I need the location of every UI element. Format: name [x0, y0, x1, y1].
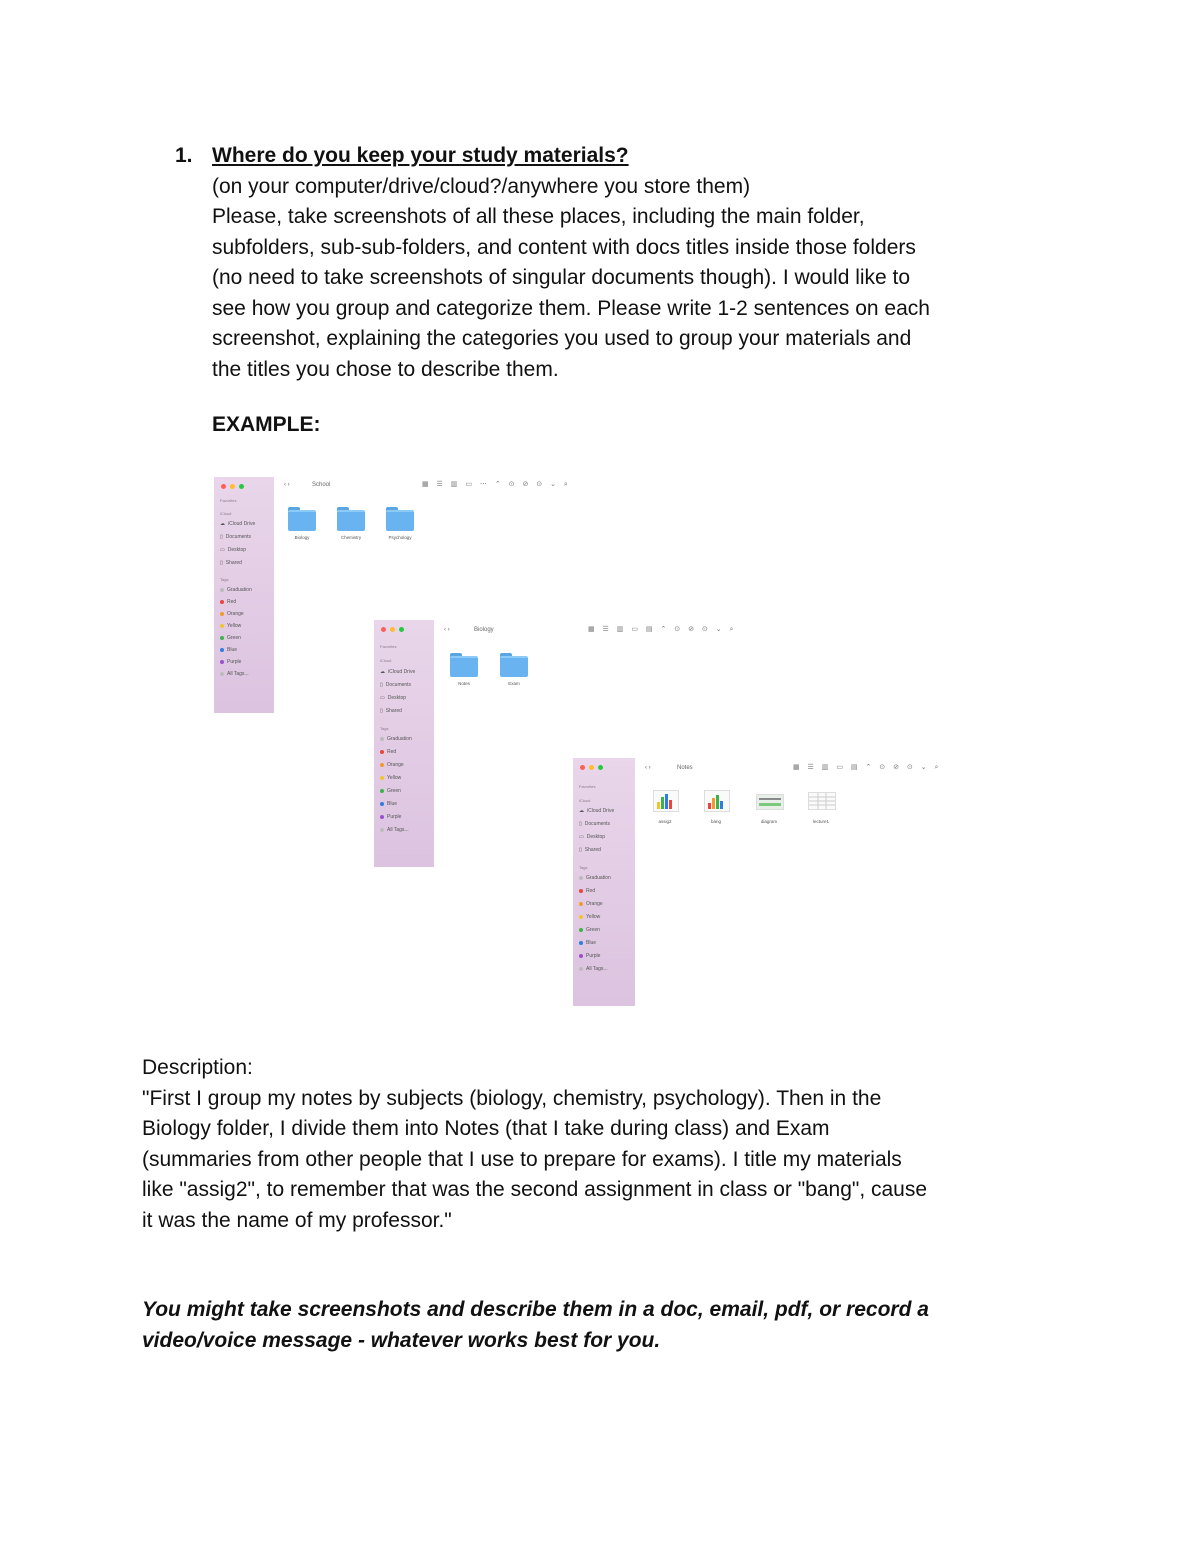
nav-arrows-icon[interactable]: ‹ › — [444, 627, 450, 633]
shared-folder-icon: ▯ — [380, 708, 383, 714]
tag-color-icon — [579, 876, 583, 880]
closing-line: video/voice message - whatever works best for you. — [142, 1328, 661, 1352]
file-label: bang — [710, 819, 721, 824]
view-options-icons[interactable]: ▦ ☰ ▥ ▭ ▤ ⌃ ⊙ ⊘ ⊙ ⌄ ⌕ — [588, 626, 737, 633]
question-line: see how you group and categorize them. Please write 1-2 sentences on each — [212, 296, 930, 320]
sidebar-tag[interactable]: All Tags... — [380, 827, 409, 833]
sidebar-tag[interactable]: Orange — [380, 762, 404, 768]
sidebar-icloud-heading: iCloud — [220, 511, 232, 516]
sidebar-icloud-heading: iCloud — [380, 658, 392, 663]
tag-color-icon — [220, 648, 224, 652]
sidebar-item-shared[interactable]: ▯ Shared — [380, 708, 402, 714]
tag-color-icon — [220, 612, 224, 616]
minimize-window-icon[interactable] — [390, 627, 395, 632]
sidebar-item-desktop[interactable]: ▭ Desktop — [579, 834, 606, 840]
sidebar-item-icloud-drive[interactable]: ☁ iCloud Drive — [579, 808, 615, 814]
sidebar-tag[interactable]: Yellow — [380, 775, 401, 781]
sidebar-tag[interactable]: Graduation — [380, 736, 412, 742]
desktop-icon: ▭ — [579, 834, 584, 840]
sidebar-item-shared[interactable]: ▯ Shared — [220, 560, 242, 566]
zoom-window-icon[interactable] — [239, 484, 244, 489]
question-line: Please, take screenshots of all these places, including the main folder, — [212, 205, 865, 228]
desktop-icon: ▭ — [220, 547, 225, 553]
cloud-icon: ☁ — [380, 669, 385, 675]
tag-color-icon — [579, 967, 583, 971]
sidebar-item-desktop[interactable]: ▭ Desktop — [380, 695, 407, 701]
finder-sidebar — [214, 477, 274, 713]
tag-color-icon — [579, 954, 583, 958]
tag-color-icon — [380, 763, 384, 767]
tag-color-icon — [579, 941, 583, 945]
folder-label: Chemistry — [340, 535, 362, 540]
folder-icon[interactable] — [288, 507, 316, 529]
tag-color-icon — [380, 789, 384, 793]
sidebar-tag[interactable]: Blue — [220, 647, 237, 653]
sidebar-tag[interactable]: Green — [579, 927, 600, 933]
tag-color-icon — [220, 636, 224, 640]
sidebar-tag[interactable]: Purple — [220, 659, 241, 665]
folder-label: Exam — [508, 681, 520, 686]
sidebar-tags-heading: Tags — [579, 865, 588, 870]
desktop-icon: ▭ — [380, 695, 385, 701]
sidebar-tag[interactable]: Blue — [380, 801, 397, 807]
nav-arrows-icon[interactable]: ‹ › — [284, 482, 290, 488]
closing-line: You might take screenshots and describe them in a doc, email, pdf, or record a — [142, 1298, 929, 1321]
sidebar-tag[interactable]: Orange — [579, 901, 603, 907]
close-window-icon[interactable] — [381, 627, 386, 632]
traffic-lights — [381, 627, 404, 632]
sidebar-tags-heading: Tags — [220, 577, 229, 582]
folder-icon[interactable] — [450, 653, 478, 675]
minimize-window-icon[interactable] — [589, 765, 594, 770]
question-body — [212, 141, 1052, 385]
sidebar-favorites-heading: Favorites — [380, 644, 397, 649]
sidebar-tag[interactable]: Graduation — [220, 587, 252, 593]
tag-color-icon — [220, 600, 224, 604]
sidebar-tag[interactable]: Yellow — [220, 623, 241, 629]
zoom-window-icon[interactable] — [399, 627, 404, 632]
sidebar-item-shared[interactable]: ▯ Shared — [579, 847, 601, 853]
tag-color-icon — [380, 815, 384, 819]
sidebar-favorites-heading: Favorites — [220, 498, 237, 503]
sidebar-item-icloud-drive[interactable]: ☁ iCloud Drive — [380, 669, 416, 675]
nav-arrows-icon[interactable]: ‹ › — [645, 765, 651, 771]
sidebar-tag[interactable]: Purple — [579, 953, 600, 959]
file-label: lecture1 — [812, 819, 829, 824]
example-label: EXAMPLE: — [212, 413, 321, 436]
chart-document-icon[interactable] — [653, 790, 679, 812]
cloud-icon: ☁ — [579, 808, 584, 814]
spreadsheet-document-icon[interactable] — [808, 792, 836, 810]
sidebar-item-desktop[interactable]: ▭ Desktop — [220, 547, 247, 553]
view-options-icons[interactable]: ▦ ☰ ▥ ▭ ▤ ⌃ ⊙ ⊘ ⊙ ⌄ ⌕ — [793, 764, 942, 771]
sidebar-tag[interactable]: Red — [579, 888, 595, 894]
close-window-icon[interactable] — [221, 484, 226, 489]
folder-label: Notes — [458, 681, 470, 686]
folder-icon[interactable] — [500, 653, 528, 675]
question-line: subfolders, sub-sub-folders, and content with docs titles inside those folders — [212, 235, 916, 259]
sidebar-tag[interactable]: Red — [380, 749, 396, 755]
file-label: assig2 — [658, 819, 672, 824]
folder-label: Psychology — [388, 535, 412, 540]
description-line: like "assig2", to remember that was the second assignment in class or "bang", cause — [142, 1178, 928, 1201]
tag-color-icon — [579, 915, 583, 919]
shared-folder-icon: ▯ — [220, 560, 223, 566]
sidebar-tag[interactable]: Red — [220, 599, 236, 605]
closing-note — [142, 1295, 1062, 1356]
tag-color-icon — [579, 928, 583, 932]
chart-document-icon[interactable] — [704, 790, 730, 812]
finder-sidebar — [374, 620, 434, 867]
file-label: diagram — [760, 819, 778, 824]
sidebar-item-documents[interactable]: ▯ Documents — [579, 821, 611, 827]
sidebar-favorites-heading: Favorites — [579, 784, 596, 789]
traffic-lights — [221, 484, 244, 489]
sidebar-tag[interactable]: Yellow — [579, 914, 600, 920]
diagram-document-icon[interactable] — [756, 794, 784, 810]
description-label: Description: — [142, 1056, 253, 1079]
finder-sidebar — [573, 758, 635, 1006]
spreadsheet-thumbnail — [809, 793, 835, 809]
window-path-title: Notes — [677, 765, 693, 771]
tag-color-icon — [220, 660, 224, 664]
tag-color-icon — [220, 588, 224, 592]
sidebar-tag[interactable]: Graduation — [579, 875, 611, 881]
finder-window-notes — [573, 758, 1007, 1006]
description-block — [142, 1053, 1062, 1236]
sidebar-icloud-heading: iCloud — [579, 798, 591, 803]
window-path-title: Biology — [474, 627, 494, 633]
sidebar-tag[interactable]: All Tags... — [220, 671, 249, 677]
tag-color-icon — [220, 624, 224, 628]
description-line: it was the name of my professor." — [142, 1208, 452, 1232]
sidebar-tag[interactable]: Blue — [579, 940, 596, 946]
description-line: (summaries from other people that I use to prepare for exams). I title my materials — [142, 1147, 902, 1171]
tag-color-icon — [380, 737, 384, 741]
traffic-lights — [580, 765, 603, 770]
bar-chart-thumbnail — [705, 791, 729, 811]
diagram-thumbnail — [757, 795, 783, 809]
question-line: screenshot, explaining the categories you used to group your materials and — [212, 327, 912, 350]
close-window-icon[interactable] — [580, 765, 585, 770]
folder-icon[interactable] — [386, 507, 414, 529]
folder-label: Biology — [294, 535, 310, 540]
tag-color-icon — [380, 828, 384, 832]
sidebar-tag[interactable]: Orange — [220, 611, 244, 617]
document-icon: ▯ — [220, 534, 223, 540]
description-line: Biology folder, I divide them into Notes (that I take during class) and Exam — [142, 1117, 830, 1140]
sidebar-item-documents[interactable]: ▯ Documents — [380, 682, 412, 688]
question-title: Where do you keep your study materials? — [212, 144, 629, 167]
zoom-window-icon[interactable] — [598, 765, 603, 770]
description-line: "First I group my notes by subjects (biology, chemistry, psychology). Then in the — [142, 1086, 882, 1110]
document-icon: ▯ — [380, 682, 383, 688]
window-path-title: School — [312, 482, 331, 488]
sidebar-item-icloud-drive[interactable]: ☁ iCloud Drive — [220, 521, 256, 527]
sidebar-item-documents[interactable]: ▯ Documents — [220, 534, 252, 540]
question-number: 1. — [175, 144, 193, 167]
cloud-icon: ☁ — [220, 521, 225, 527]
shared-folder-icon: ▯ — [579, 847, 582, 853]
bar-chart-thumbnail — [654, 791, 678, 811]
sidebar-tag[interactable]: Green — [220, 635, 241, 641]
sidebar-tag[interactable]: Purple — [380, 814, 401, 820]
tag-color-icon — [380, 776, 384, 780]
tag-color-icon — [380, 802, 384, 806]
view-options-icons[interactable]: ▦ ☰ ▥ ▭ ⋯ ⌃ ⊙ ⊘ ⊙ ⌄ ⌕ — [422, 481, 571, 488]
question-line: (no need to take screenshots of singular documents though). I would like to — [212, 266, 911, 289]
sidebar-tag[interactable]: Green — [380, 788, 401, 794]
folder-icon[interactable] — [337, 507, 365, 529]
tag-color-icon — [579, 902, 583, 906]
sidebar-tags-heading: Tags — [380, 726, 389, 731]
question-line: (on your computer/drive/cloud?/anywhere you store them) — [212, 174, 751, 198]
tag-color-icon — [579, 889, 583, 893]
tag-color-icon — [220, 672, 224, 676]
tag-color-icon — [380, 750, 384, 754]
question-line: the titles you chose to describe them. — [212, 357, 559, 381]
minimize-window-icon[interactable] — [230, 484, 235, 489]
document-icon: ▯ — [579, 821, 582, 827]
sidebar-tag[interactable]: All Tags... — [579, 966, 608, 972]
